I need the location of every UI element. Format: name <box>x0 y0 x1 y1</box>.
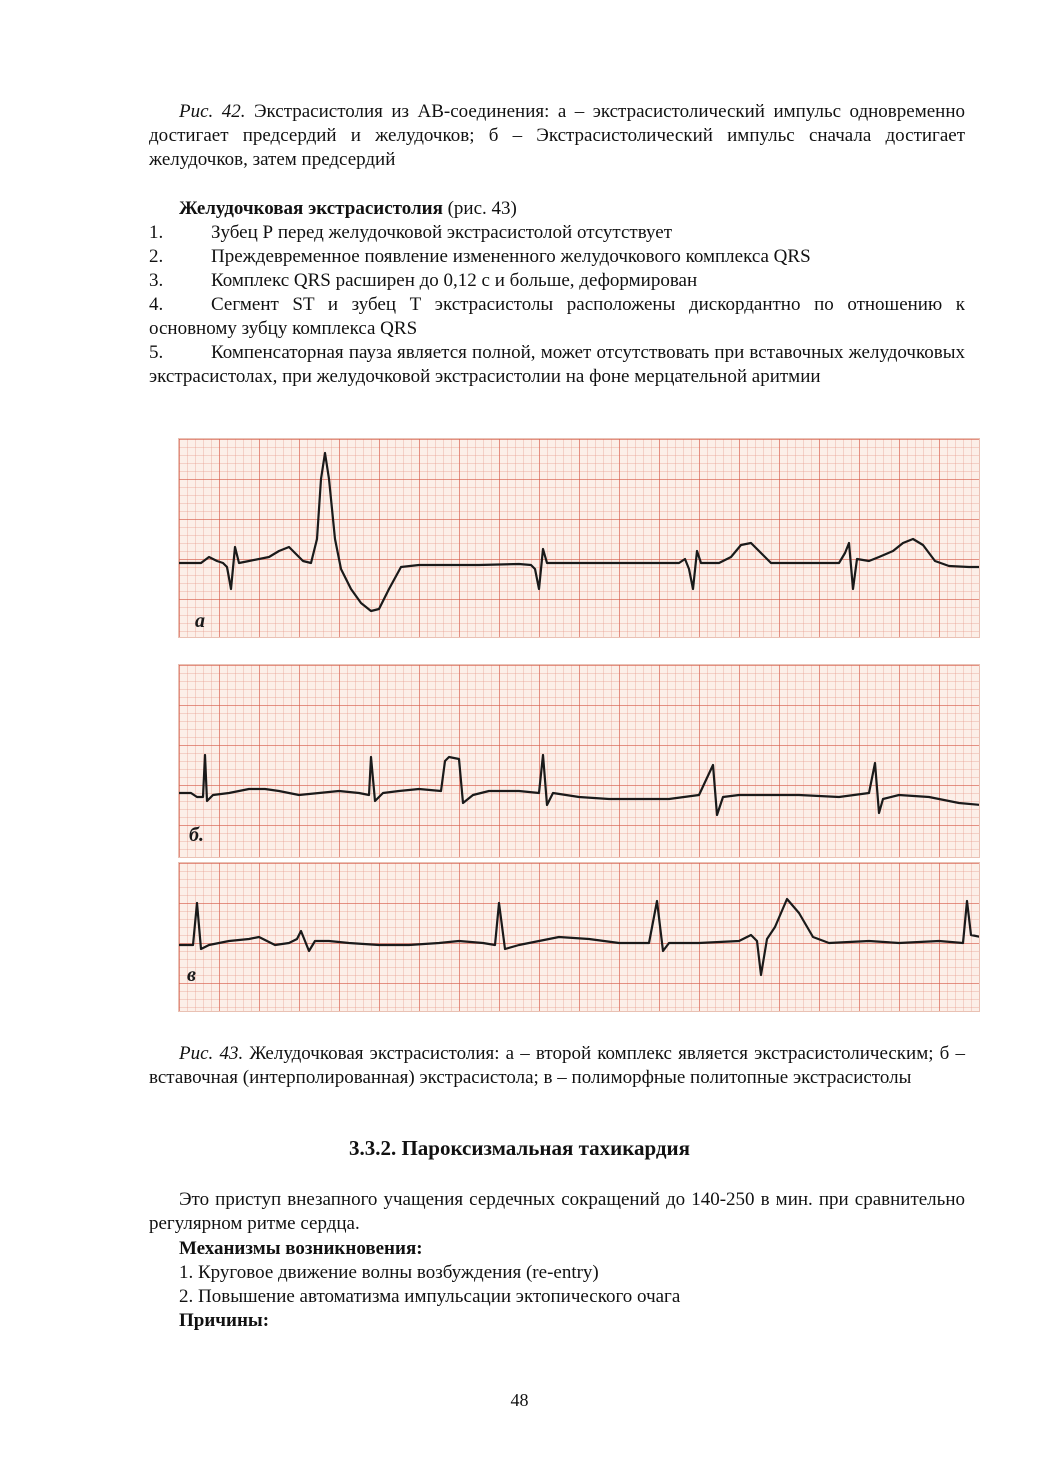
mechanism-item: 1. Круговое движение волны возбуждения (re-entry) <box>179 1262 599 1283</box>
page-number: 48 <box>510 1390 529 1410</box>
causes-title: Причины: <box>179 1310 270 1331</box>
mechanism-item: 2. Повышение автоматизма импульсации эктопического очага <box>179 1286 681 1307</box>
ve-list-num: 1. <box>149 222 164 243</box>
ve-list-item <box>149 269 965 293</box>
fig42-label: Рис. 42. <box>179 101 246 122</box>
fig43-label: Рис. 43. <box>179 1043 244 1064</box>
ecg-label-a: а <box>195 610 205 632</box>
ecg-label-c: в <box>187 964 196 986</box>
ecg-trace-b <box>179 665 980 858</box>
ve-list-text: Сегмент ST и зубец Т экстрасистолы расположены дискордантно по отношению к основному зубцу комплекса QRS <box>149 294 965 339</box>
mechanisms-title: Механизмы возникновения: <box>179 1238 423 1259</box>
ecg-label-b: б. <box>189 824 204 846</box>
mechanisms-title-line <box>149 1237 965 1261</box>
ecg-strip-b <box>178 664 980 858</box>
px-paragraph: Это приступ внезапного учащения сердечных сокращений до 140-250 в мин. при сравнительно регулярном ритме сердца. <box>149 1189 965 1234</box>
ve-list-item <box>149 293 965 341</box>
ecg-strip-c <box>178 862 980 1012</box>
ve-list-text: Комплекс QRS расширен до 0,12 с и больше, деформирован <box>211 270 698 291</box>
ve-list-item <box>149 245 965 269</box>
ve-list-num: 4. <box>149 294 164 315</box>
ve-list-item <box>149 221 965 245</box>
ve-list-num: 3. <box>149 270 164 291</box>
ve-title: Желудочковая экстрасистолия <box>179 198 443 219</box>
ve-list-text: Компенсаторная пауза является полной, может отсутствовать при вставочных желудочковых экстрасистолах, при желудочковой экстрасистолии на фоне мерцательной аритмии <box>149 342 965 387</box>
fig43-caption <box>149 1042 965 1090</box>
ecg-trace-c <box>179 863 980 1012</box>
fig42-caption <box>149 100 965 172</box>
ve-list-text: Зубец Р перед желудочковой экстрасистолой отсутствует <box>211 222 673 243</box>
ve-title-ref: (рис. 43) <box>442 198 517 219</box>
section-heading: 3.3.2. Пароксизмальная тахикардия <box>348 1136 691 1160</box>
ecg-strip-a <box>178 438 980 638</box>
ve-list-num: 5. <box>149 342 164 363</box>
fig43-text: Желудочковая экстрасистолия: а – второй комплекс является экстрасистолическим; б – вставочная (интерполированная) экстрасистола; в – полиморфные политопные экстрасистолы <box>149 1043 965 1088</box>
ve-title-line <box>149 197 965 221</box>
ve-section <box>149 197 965 389</box>
causes-title-line <box>149 1309 965 1333</box>
ecg-trace-a <box>179 439 980 638</box>
ve-list-item <box>149 341 965 389</box>
mechanisms-block <box>149 1237 965 1333</box>
ve-list-num: 2. <box>149 246 164 267</box>
ve-list-text: Преждевременное появление измененного желудочкового комплекса QRS <box>211 246 811 267</box>
fig42-text: Экстрасистолия из АВ-соединения: а – экстрасистолический импульс одновременно достигает предсердий и желудочков; б – Экстрасистолический импульс сначала достигает желудочков, затем предсердий <box>149 101 965 170</box>
